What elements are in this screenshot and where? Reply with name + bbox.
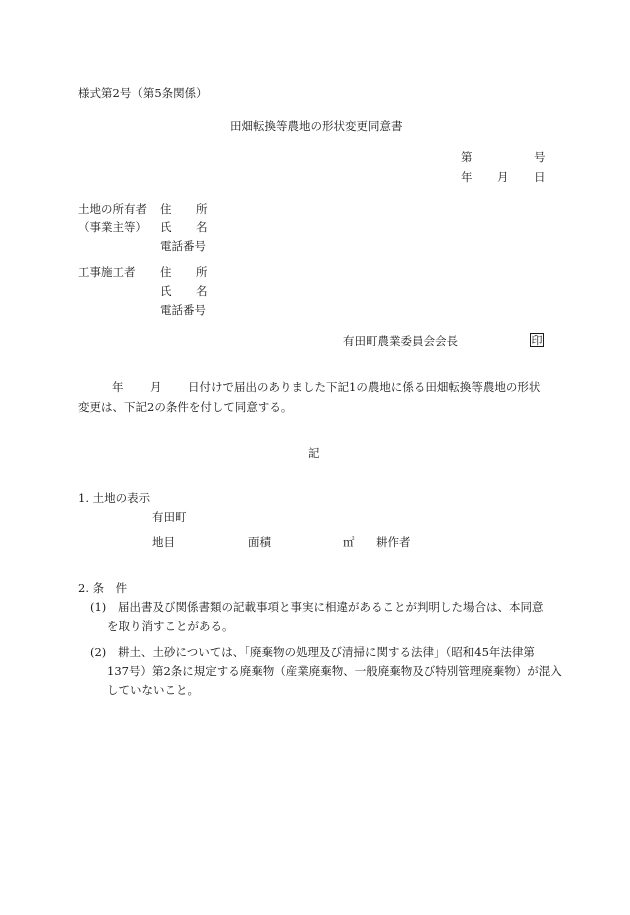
owner-address-label-b: 所	[196, 202, 208, 216]
condition-1-line2: を取り消すことがある。	[107, 619, 234, 633]
contractor-address-label-a: 住	[160, 265, 172, 279]
contractor-name-label-a: 氏	[160, 284, 172, 298]
section1-cultivator: 耕作者	[376, 535, 411, 549]
contractor-phone-label: 電話番号	[160, 303, 206, 317]
chair-title: 有田町農業委員会会長	[343, 334, 458, 348]
body-line2: 変更は、下記2の条件を付して同意する。	[78, 400, 293, 414]
date-month: 月	[497, 170, 509, 184]
section2-heading: 2. 条 件	[78, 581, 128, 595]
owner-address-label-a: 住	[160, 202, 172, 216]
owner-name-label-a: 氏	[160, 220, 172, 234]
seal-mark: 印	[531, 334, 543, 347]
date-day: 日	[534, 170, 546, 184]
section1-menseki: 面積	[248, 535, 271, 549]
section1-town: 有田町	[152, 510, 187, 524]
section1-unit: ㎡	[343, 535, 355, 549]
number-dai: 第	[461, 150, 473, 164]
condition-2-line1: 耕土、土砂については、「廃棄物の処理及び清掃に関する法律」（昭和45年法律第	[118, 645, 535, 659]
contractor-address-label-b: 所	[196, 265, 208, 279]
owner-phone-label: 電話番号	[160, 239, 206, 253]
section1-chimoku: 地目	[152, 535, 175, 549]
date-year: 年	[461, 170, 473, 184]
owner-label: 土地の所有者	[78, 202, 147, 216]
contractor-label: 工事施工者	[78, 265, 136, 279]
body-year: 年	[112, 380, 124, 394]
ki-mark: 記	[308, 446, 320, 460]
condition-1-line1: 届出書及び関係書類の記載事項と事実に相違があることが判明した場合は、本同意	[118, 600, 544, 614]
condition-2-line3: していないこと。	[107, 683, 199, 697]
owner-sublabel: （事業主等）	[78, 220, 147, 234]
condition-2-number: (2)	[90, 645, 107, 659]
condition-1-number: (1)	[90, 600, 107, 614]
body-month: 月	[150, 380, 162, 394]
form-label: 様式第2号（第5条関係）	[78, 86, 208, 100]
document-title: 田畑転換等農地の形状変更同意書	[230, 119, 403, 133]
section1-heading: 1. 土地の表示	[78, 491, 151, 505]
condition-2-line2: 137号）第2条に規定する廃棄物（産業廃棄物、一般廃棄物及び特別管理廃棄物）が混入	[107, 664, 562, 678]
body-line1: 日付けで届出のありました下記1の農地に係る田畑転換等農地の形状	[188, 380, 541, 394]
contractor-name-label-b: 名	[196, 284, 208, 298]
number-go: 号	[534, 150, 546, 164]
owner-name-label-b: 名	[196, 220, 208, 234]
